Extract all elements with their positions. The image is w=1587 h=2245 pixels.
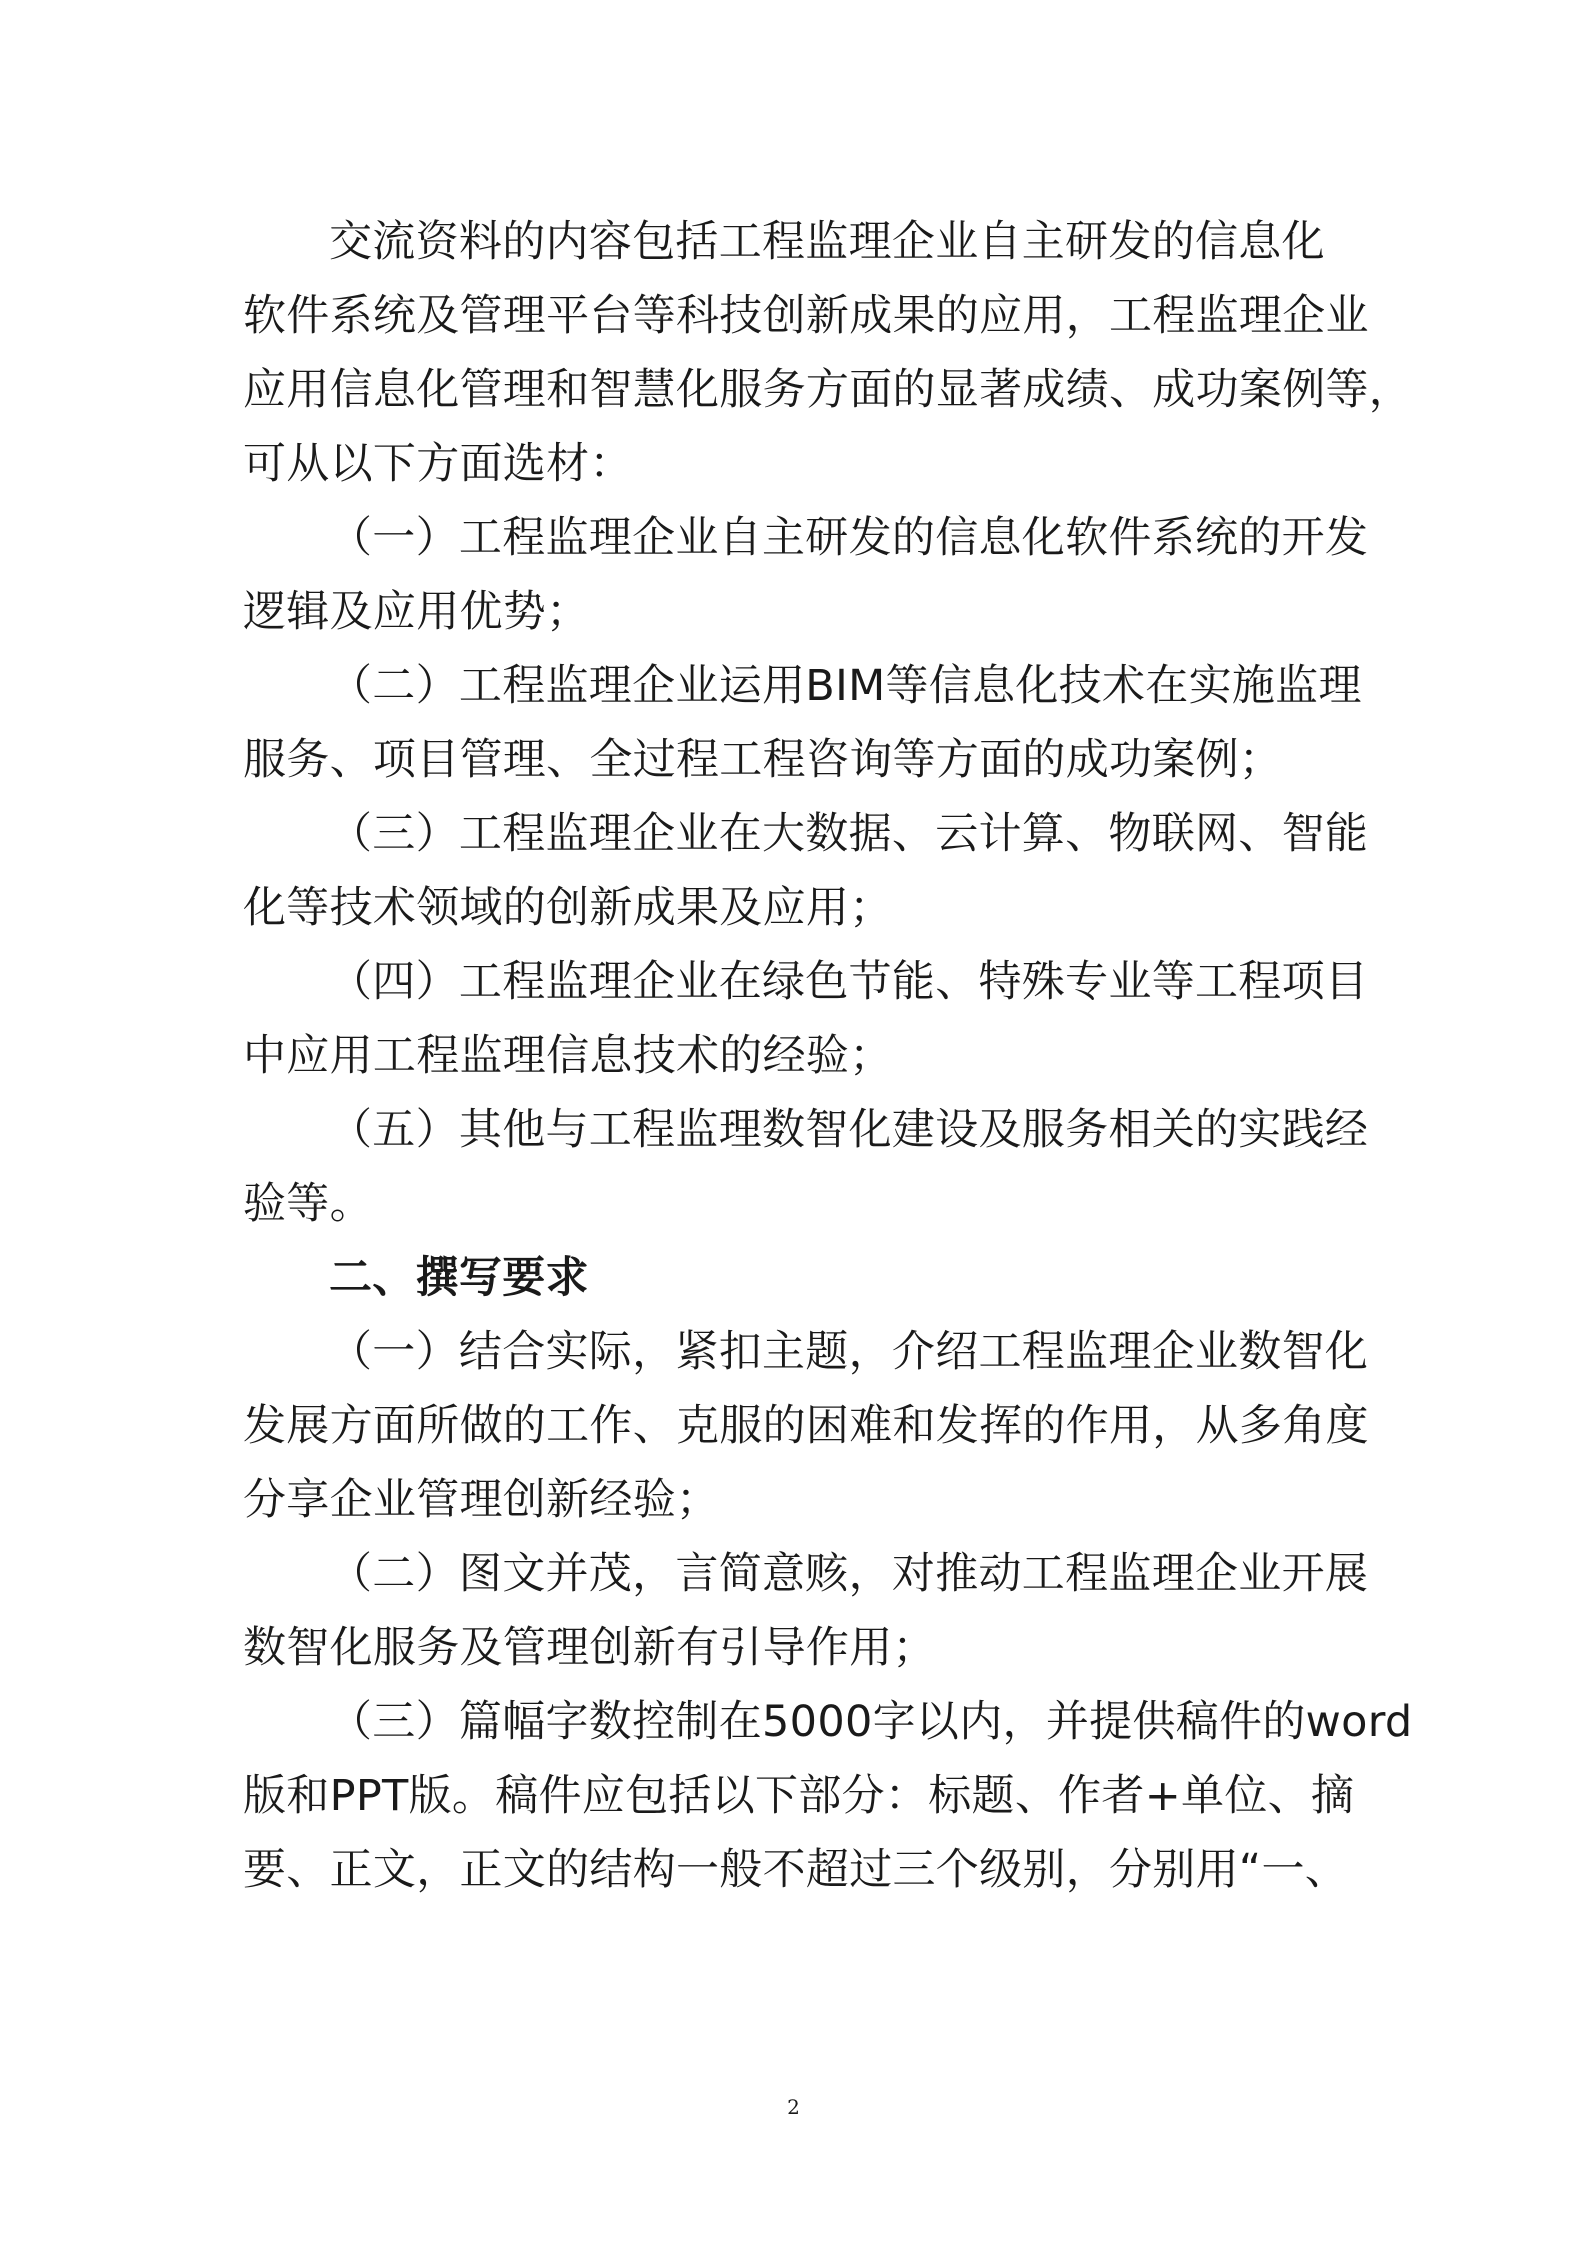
list-item-line: 服务、项目管理、全过程工程咨询等方面的成功案例； xyxy=(243,735,1283,785)
page-number: 2 xyxy=(787,2095,800,2119)
paragraph-line: 软件系统及管理平台等科技创新成果的应用，工程监理企业 xyxy=(243,291,1369,341)
list-item-line: 验等。 xyxy=(243,1179,373,1229)
list-item-line: 发展方面所做的工作、克服的困难和发挥的作用，从多角度 xyxy=(243,1401,1369,1451)
list-item-line: （一）结合实际，紧扣主题，介绍工程监理企业数智化 xyxy=(329,1327,1369,1377)
list-item-line: 要、正文，正文的结构一般不超过三个级别，分别用“一、 xyxy=(243,1845,1349,1895)
list-item-line: （四）工程监理企业在绿色节能、特殊专业等工程项目 xyxy=(329,957,1369,1007)
list-item-line: 版和PPT版。稿件应包括以下部分：标题、作者+单位、摘 xyxy=(243,1771,1355,1821)
list-item-line: （三）工程监理企业在大数据、云计算、物联网、智能 xyxy=(329,809,1369,859)
list-item-line: 数智化服务及管理创新有引导作用； xyxy=(243,1623,936,1673)
document-body xyxy=(243,205,1413,1907)
paragraph-line: 交流资料的内容包括工程监理企业自主研发的信息化 xyxy=(329,217,1325,267)
list-item-line: 化等技术领域的创新成果及应用； xyxy=(243,883,893,933)
paragraph-line: 应用信息化管理和智慧化服务方面的显著成绩、成功案例等， xyxy=(243,365,1413,415)
list-item-line: （二）工程监理企业运用BIM等信息化技术在实施监理 xyxy=(329,661,1362,711)
list-item-line: 逻辑及应用优势； xyxy=(243,587,590,637)
list-item-line: （三）篇幅字数控制在5000字以内，并提供稿件的word xyxy=(329,1697,1413,1747)
list-item-line: （二）图文并茂，言简意赅，对推动工程监理企业开展 xyxy=(329,1549,1369,1599)
list-item-line: （一）工程监理企业自主研发的信息化软件系统的开发 xyxy=(329,513,1369,563)
list-item-line: （五）其他与工程监理数智化建设及服务相关的实践经 xyxy=(329,1105,1369,1155)
paragraph-line: 可从以下方面选材： xyxy=(243,439,633,489)
section-heading: 二、撰写要求 xyxy=(329,1253,589,1303)
list-item-line: 分享企业管理创新经验； xyxy=(243,1475,720,1525)
list-item-line: 中应用工程监理信息技术的经验； xyxy=(243,1031,893,1081)
